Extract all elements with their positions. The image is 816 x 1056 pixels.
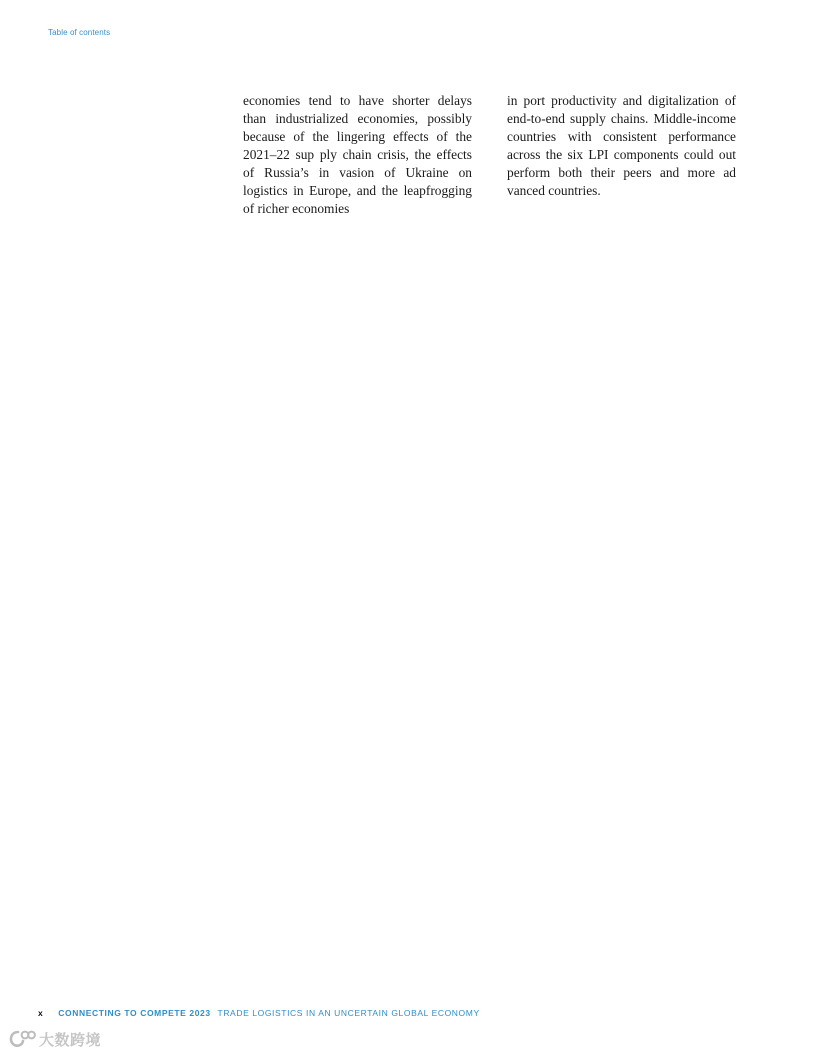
text-line: and the leapfrogging of richer economies	[243, 183, 472, 216]
text-line: countries with consistent performance	[507, 129, 736, 144]
text-line: vasion of Ukraine on logistics in Europe,	[243, 165, 472, 198]
logo-icon	[6, 1028, 36, 1050]
page-footer	[38, 1008, 480, 1018]
text-line: economies tend to have shorter delays than	[243, 93, 472, 126]
text-line: ply chain crisis, the effects of Russia’s in	[243, 147, 472, 180]
text-line: of the lingering effects of the 2021–22 sup	[243, 129, 472, 162]
text-line: across the six LPI components could out	[507, 147, 736, 162]
body-column-left	[243, 92, 472, 218]
text-line: in port productivity and digitalization of	[507, 93, 736, 108]
text-line: end-to-end supply chains. Middle-income	[507, 111, 736, 126]
watermark-text: 大数跨境	[39, 1030, 102, 1049]
body-column-right	[507, 92, 736, 200]
text-line: vanced countries.	[507, 183, 601, 198]
table-of-contents-link[interactable]: Table of contents	[48, 28, 111, 37]
text-line: perform both their peers and more ad	[507, 165, 736, 180]
publication-title: CONNECTING TO COMPETE 2023	[58, 1008, 211, 1018]
page-number: x	[38, 1008, 44, 1018]
text-line: industrialized economies, possibly because	[243, 111, 472, 144]
watermark	[6, 1028, 101, 1050]
publication-subtitle: TRADE LOGISTICS IN AN UNCERTAIN GLOBAL ECONOMY	[217, 1008, 480, 1018]
